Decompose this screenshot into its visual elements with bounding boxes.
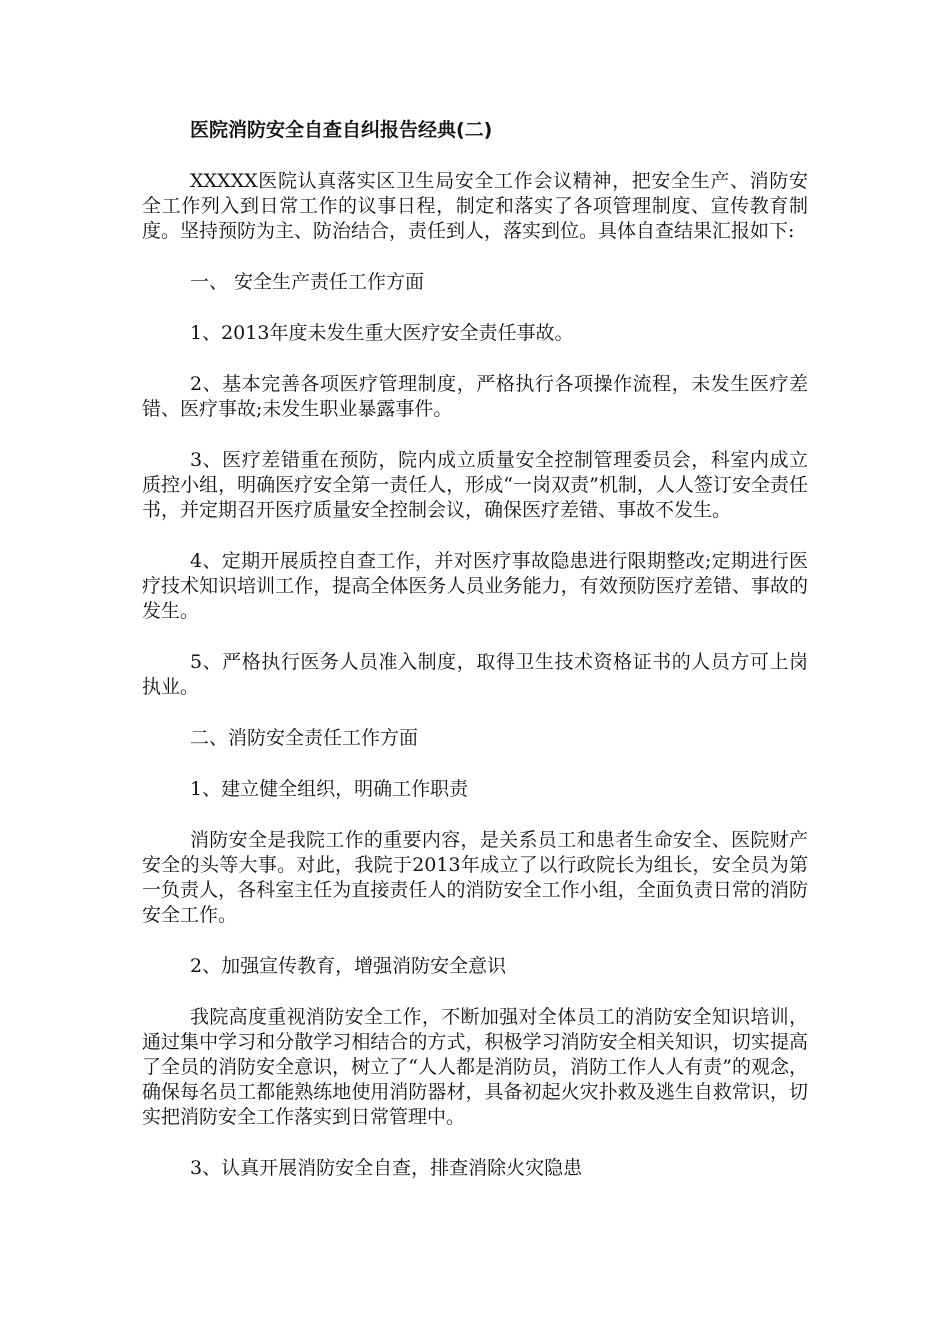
paragraph-1-3: 3、医疗差错重在预防，院内成立质量安全控制管理委员会，科室内成立质控小组，明确医疗安全第一责任人，形成“一岗双责”机制，人人签订安全责任书，并定期召开医疗质量安全控制会议，确保医疗差错、事故不发生。	[142, 449, 808, 521]
subheading-2-2: 2、加强宣传教育，增强消防安全意识	[190, 955, 507, 977]
paragraph-2-2: 我院高度重视消防安全工作，不断加强对全体员工的消防安全知识培训，通过集中学习和分散学习相结合的方式，积极学习消防安全相关知识，切实提高了全员的消防安全意识，树立了“人人都是消防员，消防工作人人有责”的观念，确保每名员工都能熟练地使用消防器材，具备初起火灾扑救及逃生自救常识，切实把消防安全工作落实到日常管理中。	[142, 1006, 808, 1128]
paragraph-2-1: 消防安全是我院工作的重要内容，是关系员工和患者生命安全、医院财产安全的头等大事。对此，我院于2013年成立了以行政院长为组长，安全员为第一负责人，各科室主任为直接责任人的消防安全工作小组，全面负责日常的消防安全工作。	[142, 829, 808, 926]
section-heading-1: 一、 安全生产责任工作方面	[190, 271, 425, 293]
paragraph-1-1: 1、2013年度未发生重大医疗安全责任事故。	[190, 322, 574, 344]
subheading-2-3: 3、认真开展消防安全自查，排查消除火灾隐患	[190, 1157, 583, 1179]
paragraph-1-4: 4、定期开展质控自查工作，并对医疗事故隐患进行限期整改;定期进行医疗技术知识培训工作，提高全体医务人员业务能力，有效预防医疗差错、事故的发生。	[142, 550, 808, 622]
paragraph-1-2: 2、基本完善各项医疗管理制度，严格执行各项操作流程，未发生医疗差错、医疗事故;未发生职业暴露事件。	[142, 373, 808, 420]
document-page	[142, 118, 808, 1181]
section-heading-2: 二、消防安全责任工作方面	[190, 727, 419, 749]
subheading-2-1: 1、建立健全组织，明确工作职责	[190, 778, 469, 800]
paragraph-intro: XXXXX医院认真落实区卫生局安全工作会议精神，把安全生产、消防安全工作列入到日常工作的议事日程，制定和落实了各项管理制度、宣传教育制度。坚持预防为主、防治结合，责任到人，落实到位。具体自查结果汇报如下:	[142, 170, 808, 242]
document-title: 医院消防安全自查自纠报告经典(二)	[190, 119, 493, 141]
paragraph-1-5: 5、严格执行医务人员准入制度，取得卫生技术资格证书的人员方可上岗执业。	[142, 651, 808, 698]
